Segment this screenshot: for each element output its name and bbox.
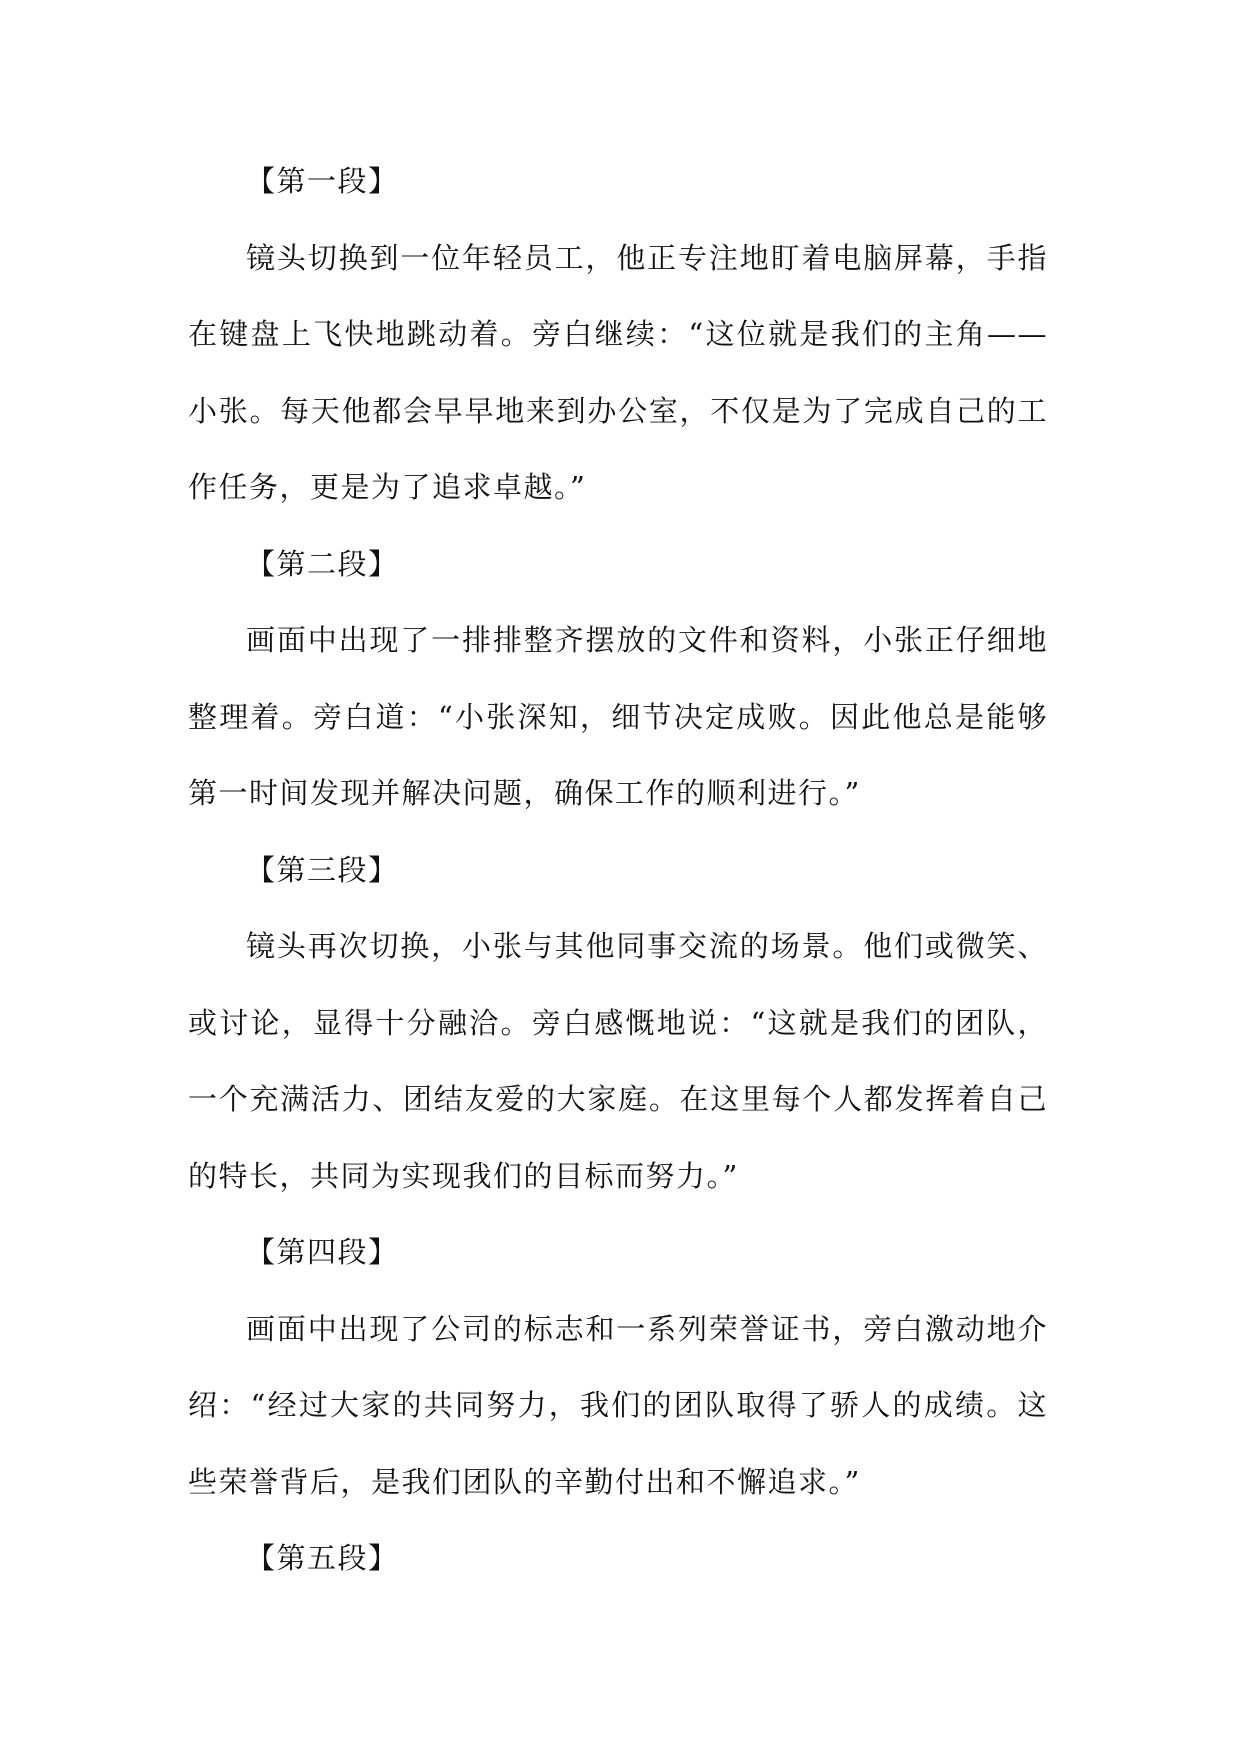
section-paragraph: 画面中出现了一排排整齐摆放的文件和资料，小张正仔细地整理着。旁白道：“小张深知，细节决定成败。因此他总是能够第一时间发现并解决问题，确保工作的顺利进行。” [188,623,1048,810]
section-paragraph: 画面中出现了公司的标志和一系列荣誉证书，旁白激动地介绍：“经过大家的共同努力，我们的团队取得了骄人的成绩。这些荣誉背后，是我们团队的辛勤付出和不懈追求。” [188,1311,1048,1499]
document-content [188,143,1048,1597]
section-paragraph: 镜头切换到一位年轻员工，他正专注地盯着电脑屏幕，手指在键盘上飞快地跳动着。旁白继续：“这位就是我们的主角——小张。每天他都会早早地来到办公室，不仅是为了完成自己的工作任务，更是为了追求卓越。” [188,240,1048,504]
section-heading: 【第三段】 [246,852,399,887]
section-heading: 【第一段】 [246,164,399,198]
section-heading: 【第二段】 [246,546,399,581]
section-heading: 【第四段】 [246,1235,399,1269]
section-paragraph: 镜头再次切换，小张与其他同事交流的场景。他们或微笑、或讨论，显得十分融洽。旁白感慨地说：“这就是我们的团队，一个充满活力、团结友爱的大家庭。在这里每个人都发挥着自己的特长，共同为实现我们的目标而努力。” [188,929,1048,1193]
section-heading: 【第五段】 [246,1541,399,1575]
